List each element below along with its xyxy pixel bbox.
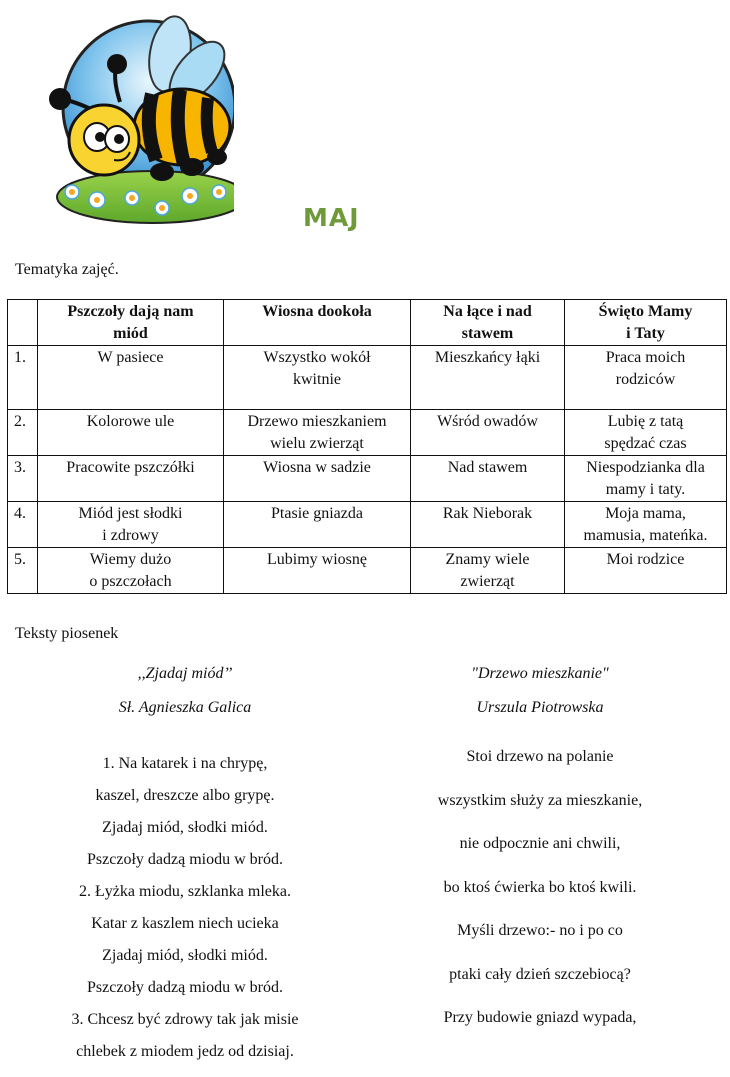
song-title: "Drzewo mieszkanie" [471, 665, 609, 682]
table-row [8, 456, 727, 502]
table-cell: Ptasie gniazda [224, 502, 411, 548]
header-line: Wiosna dookoła [262, 303, 372, 320]
row-number: 2. [8, 410, 38, 456]
table-cell: Rak Nieborak [411, 502, 565, 548]
song-drzewo-mieszkanie [375, 662, 705, 1050]
table-cell: Znamy wiele zwierząt [411, 548, 565, 594]
header-line: Na łące i nad [443, 303, 532, 320]
table-header-row [8, 300, 727, 346]
song-line: chlebek z miodem jedz od dzisiaj. [76, 1043, 294, 1060]
song-line: Zjadaj miód, słodki miód. [102, 819, 268, 836]
row-number: 5. [8, 548, 38, 594]
header-cell [38, 300, 224, 346]
table-cell: Kolorowe ule [38, 410, 224, 456]
header-cell [224, 300, 411, 346]
song-line: kaszel, dreszcze albo grypę. [95, 787, 275, 804]
table-cell: Nad stawem [411, 456, 565, 502]
song-title: ,,Zjadaj miód’’ [137, 665, 233, 682]
header-line: miód [113, 325, 148, 342]
song-line: Katar z kaszlem niech ucieka [91, 915, 279, 932]
header-cell [411, 300, 565, 346]
song-zjadaj-miod [10, 662, 360, 1072]
topics-table [7, 299, 727, 594]
table-row [8, 502, 727, 548]
table-cell: Pracowite pszczółki [38, 456, 224, 502]
row-number: 1. [8, 346, 38, 410]
song-line: Pszczoły dadzą miodu w bród. [87, 979, 283, 996]
row-number: 3. [8, 456, 38, 502]
table-cell: Praca moich rodziców [565, 346, 727, 410]
song-line: nie odpocznie ani chwili, [459, 835, 621, 852]
table-cell: Lubimy wiosnę [224, 548, 411, 594]
header-line: i Taty [626, 325, 665, 342]
row-number: 4. [8, 502, 38, 548]
month-title: MAJ [303, 203, 360, 232]
song-line: 2. Łyżka miodu, szklanka mleka. [79, 883, 291, 900]
header-cell-empty [8, 300, 38, 346]
song-line: Zjadaj miód, słodki miód. [102, 947, 268, 964]
song-line: 3. Chcesz być zdrowy tak jak misie [71, 1011, 299, 1028]
song-line: bo ktoś ćwierka bo ktoś kwili. [443, 878, 637, 896]
table-cell: Wiemy dużo o pszczołach [38, 548, 224, 594]
table-cell: Moja mama, mamusia, mateńka. [565, 502, 727, 548]
header-cell [565, 300, 727, 346]
bee-illustration-icon [22, 2, 234, 228]
song-author: Sł. Agnieszka Galica [118, 699, 252, 716]
song-line: Myśli drzewo:- no i po co [457, 922, 623, 939]
songs-heading: Teksty piosenek [15, 625, 119, 642]
table-cell: Niespodzianka dla mamy i taty. [565, 456, 727, 502]
table-cell: Mieszkańcy łąki [411, 346, 565, 410]
table-row [8, 346, 727, 410]
table-cell: Miód jest słodki i zdrowy [38, 502, 224, 548]
table-cell: Wśród owadów [411, 410, 565, 456]
song-line: wszystkim służy za mieszkanie, [437, 791, 643, 809]
song-line: ptaki cały dzień szczebiocą? [449, 965, 631, 983]
song-author: Urszula Piotrowska [476, 699, 604, 716]
song-line: Pszczoły dadzą miodu w bród. [87, 851, 283, 868]
song-line: Stoi drzewo na polanie [466, 748, 614, 765]
table-cell: Lubię z tatą spędzać czas [565, 410, 727, 456]
header-line: Święto Mamy [598, 303, 693, 320]
song-line: Przy budowie gniazd wypada, [443, 1009, 637, 1026]
table-cell: Wiosna w sadzie [224, 456, 411, 502]
topics-heading: Tematyka zajęć. [15, 261, 119, 278]
table-cell: Wszystko wokół kwitnie [224, 346, 411, 410]
table-cell: W pasiece [38, 346, 224, 410]
header-line: Pszczoły dają nam [67, 303, 194, 320]
table-cell: Drzewo mieszkaniem wielu zwierząt [224, 410, 411, 456]
header-line: stawem [461, 325, 514, 342]
song-line: 1. Na katarek i na chrypę, [102, 755, 268, 772]
table-row [8, 548, 727, 594]
table-row [8, 410, 727, 456]
table-cell: Moi rodzice [565, 548, 727, 594]
